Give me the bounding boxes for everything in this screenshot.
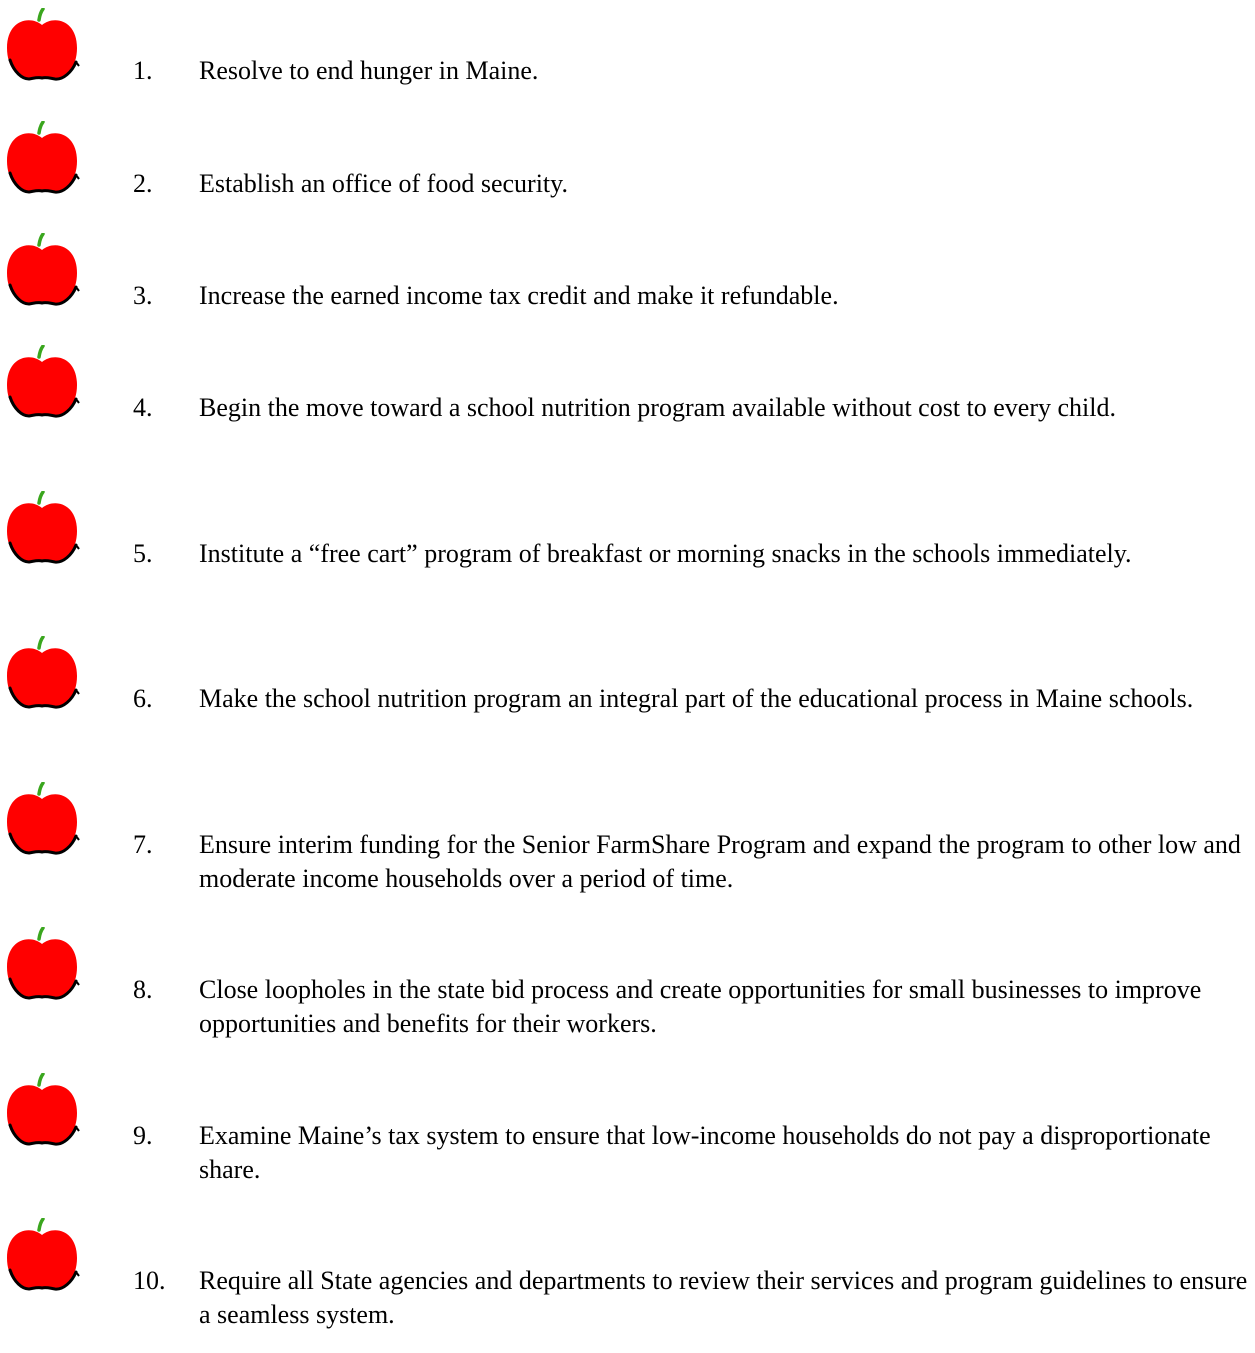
item-text: Examine Maine’s tax system to ensure that low-income households do not pay a disproportionate share. bbox=[199, 1121, 1211, 1184]
item-text: Begin the move toward a school nutrition program available without cost to every child. bbox=[199, 393, 1116, 422]
item-text: Close loopholes in the state bid process and create opportunities for small businesses to improve opportunities and benefits for their workers. bbox=[199, 975, 1202, 1038]
apple-icon bbox=[2, 636, 82, 716]
item-number: 2. bbox=[133, 169, 153, 198]
apple-icon bbox=[2, 491, 82, 571]
item-text: Institute a “free cart” program of breakfast or morning snacks in the schools immediately. bbox=[199, 539, 1132, 568]
apple-icon bbox=[2, 927, 82, 1007]
item-number: 10. bbox=[133, 1266, 166, 1295]
item-number: 5. bbox=[133, 539, 153, 568]
apple-icon bbox=[2, 1073, 82, 1153]
apple-icon bbox=[2, 345, 82, 425]
item-number: 9. bbox=[133, 1121, 153, 1150]
apple-icon bbox=[2, 121, 82, 201]
item-text: Increase the earned income tax credit and make it refundable. bbox=[199, 281, 839, 310]
item-number: 6. bbox=[133, 684, 153, 713]
item-text: Establish an office of food security. bbox=[199, 169, 568, 198]
item-text: Make the school nutrition program an integral part of the educational process in Maine schools. bbox=[199, 684, 1194, 713]
item-text: Ensure interim funding for the Senior FarmShare Program and expand the program to other low and moderate income households over a period of time. bbox=[199, 830, 1241, 893]
item-text: Resolve to end hunger in Maine. bbox=[199, 56, 539, 85]
item-number: 1. bbox=[133, 56, 153, 85]
apple-icon bbox=[2, 782, 82, 862]
apple-icon bbox=[2, 1218, 82, 1298]
item-text: Require all State agencies and departments to review their services and program guidelines to ensure a seamless system. bbox=[199, 1266, 1248, 1329]
apple-icon bbox=[2, 233, 82, 313]
item-number: 7. bbox=[133, 830, 153, 859]
apple-icon bbox=[2, 8, 82, 88]
item-number: 3. bbox=[133, 281, 153, 310]
item-number: 8. bbox=[133, 975, 153, 1004]
item-number: 4. bbox=[133, 393, 153, 422]
